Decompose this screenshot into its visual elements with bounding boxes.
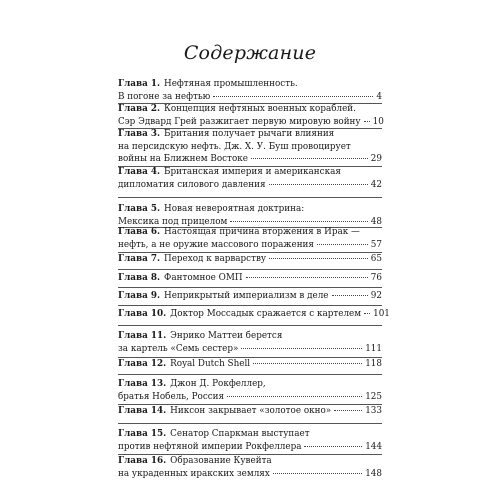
toc-entry-line [118, 455, 382, 468]
toc-entry[interactable] [118, 308, 390, 321]
chapter-number: Глава 16. [118, 456, 167, 466]
page-number: 76 [370, 273, 382, 283]
chapter-title-text: Настоящая причина вторжения в Ирак — [164, 227, 360, 237]
toc-entry-line [118, 128, 382, 141]
leader-dots [332, 295, 368, 296]
chapter-number: Глава 3. [118, 129, 161, 139]
entry-divider [118, 374, 382, 375]
page-number: 125 [365, 391, 382, 402]
leader-dots [364, 313, 370, 314]
toc-entry[interactable] [118, 166, 382, 191]
leader-dots [251, 158, 368, 159]
leader-dots [304, 446, 362, 447]
chapter-title-text: Никсон закрывает «золотое окно» [170, 406, 332, 416]
chapter-number: Глава 4. [118, 167, 161, 177]
toc-entry-line [118, 290, 382, 303]
chapter-title-text: Британская империя и американская [164, 167, 341, 177]
toc-entry-line [118, 116, 382, 129]
chapter-title-text: на персидскую нефть. Дж. Х. У. Буш провоцирует [118, 141, 351, 152]
toc-entry-line [118, 391, 382, 404]
chapter-title-text: Фантомное ОМП [164, 273, 243, 283]
chapter-title-text: В погоне за нефтью [118, 91, 211, 102]
page-number: 42 [370, 179, 382, 190]
leader-dots [269, 258, 368, 259]
leader-dots [364, 121, 370, 122]
toc-entry-line [118, 405, 382, 418]
chapter-number: Глава 2. [118, 104, 161, 114]
leader-dots [334, 410, 362, 411]
leader-dots [241, 348, 362, 349]
toc-entry-line [118, 330, 382, 343]
page-number: 118 [365, 359, 382, 369]
leader-dots [246, 277, 368, 278]
chapter-title-text: Нефтяная промышленность. [164, 79, 298, 89]
entry-divider [118, 287, 382, 288]
page-number: 29 [370, 154, 382, 165]
toc-entry-line [118, 141, 382, 154]
leader-dots [227, 396, 362, 397]
chapter-title-text: Образование Кувейта [170, 456, 272, 466]
toc-entry[interactable] [118, 290, 382, 303]
chapter-title-text: дипломатия силового давления [118, 179, 266, 190]
toc-entry-line [118, 428, 382, 441]
chapter-title-text: Британия получает рычаги влияния [164, 129, 335, 139]
chapter-number: Глава 12. [118, 359, 167, 369]
chapter-title-text: Новая невероятная доктрина: [164, 204, 305, 214]
page-number: 48 [370, 216, 382, 227]
leader-dots [317, 244, 368, 245]
toc-entry-line [118, 153, 382, 166]
toc-entry-line [118, 91, 382, 104]
chapter-title-text: Доктор Моссадык сражается с картелем [170, 309, 362, 319]
toc-entry-line [118, 343, 382, 356]
toc-entry[interactable] [118, 103, 382, 128]
toc-entry-line [118, 272, 382, 285]
page-number: 101 [373, 309, 390, 319]
entry-divider [118, 423, 382, 424]
chapter-number: Глава 10. [118, 309, 167, 319]
toc-entry-line [118, 179, 382, 192]
page-title: Содержание [183, 42, 317, 64]
chapter-title-text: за картель «Семь сестер» [118, 343, 239, 354]
toc-entry-line [118, 203, 382, 216]
page-number: 133 [365, 406, 382, 416]
leader-dots [269, 184, 368, 185]
toc-entry-line [118, 166, 382, 179]
toc-entry[interactable] [118, 78, 382, 103]
chapter-title-text: Мексика под прицелом [118, 216, 228, 227]
toc-entry-line [118, 103, 382, 116]
chapter-number: Глава 8. [118, 273, 161, 283]
toc-entry[interactable] [118, 128, 382, 166]
toc-entry-line [118, 378, 382, 391]
toc-entry-line [118, 468, 382, 481]
chapter-number: Глава 6. [118, 227, 161, 237]
leader-dots [213, 96, 373, 97]
toc-entry[interactable] [118, 358, 382, 371]
toc-entry-line [118, 78, 382, 91]
chapter-title-text: Джон Д. Рокфеллер, [170, 379, 266, 389]
chapter-title-text: Неприкрытый империализм в деле [164, 291, 329, 301]
page-number: 148 [365, 468, 382, 479]
chapter-title-text: против нефтяной империи Рокфеллера [118, 441, 302, 452]
entry-divider [118, 325, 382, 326]
chapter-title-text: Royal Dutch Shell [170, 359, 251, 369]
page-number: 111 [365, 343, 382, 354]
toc-entry[interactable] [118, 203, 382, 228]
page-number: 57 [370, 239, 382, 250]
chapter-title-text: братья Нобель, Россия [118, 391, 225, 402]
toc-entry[interactable] [118, 330, 382, 355]
chapter-number: Глава 15. [118, 429, 167, 439]
toc-entry-line [118, 308, 390, 321]
chapter-title-text: Сенатор Спаркман выступает [170, 429, 310, 439]
chapter-title-text: нефть, а не оружие массового поражения [118, 239, 314, 250]
chapter-title-text: Концепция нефтяных военных кораблей. [164, 104, 356, 114]
toc-entry-line [118, 441, 382, 454]
page-number: 65 [370, 254, 382, 264]
chapter-title-text: войны на Ближнем Востоке [118, 154, 248, 165]
chapter-number: Глава 11. [118, 331, 167, 341]
toc-entry[interactable] [118, 455, 382, 480]
toc-entry-line [118, 358, 382, 371]
chapter-number: Глава 1. [118, 79, 161, 89]
chapter-number: Глава 14. [118, 406, 167, 416]
toc-entry[interactable] [118, 405, 382, 418]
toc-entry[interactable] [118, 428, 382, 453]
entry-divider [118, 197, 382, 198]
chapter-number: Глава 13. [118, 379, 167, 389]
leader-dots [253, 363, 362, 364]
toc-entry[interactable] [118, 272, 382, 285]
chapter-title-text: Сэр Эдвард Грей разжигает первую мировую войну [118, 116, 361, 127]
entry-divider [118, 269, 382, 270]
chapter-title-text: на украденных иракских землях [118, 468, 270, 479]
toc-entry-line [118, 253, 382, 266]
page-number: 92 [370, 291, 382, 301]
leader-dots [230, 221, 367, 222]
chapter-title-text: Переход к варварству [164, 254, 267, 264]
chapter-number: Глава 9. [118, 291, 161, 301]
leader-dots [273, 473, 362, 474]
chapter-number: Глава 7. [118, 254, 161, 264]
toc-entry[interactable] [118, 253, 382, 266]
chapter-number: Глава 5. [118, 204, 161, 214]
entry-divider [118, 305, 382, 306]
toc-entry[interactable] [118, 378, 382, 403]
chapter-title-text: Энрико Маттеи берется [170, 331, 283, 341]
page-number: 10 [372, 116, 384, 127]
toc-entry-line [118, 239, 382, 252]
toc-entry-line [118, 226, 382, 239]
page-number: 4 [376, 91, 382, 102]
page-number: 144 [365, 441, 382, 452]
toc-entry[interactable] [118, 226, 382, 251]
